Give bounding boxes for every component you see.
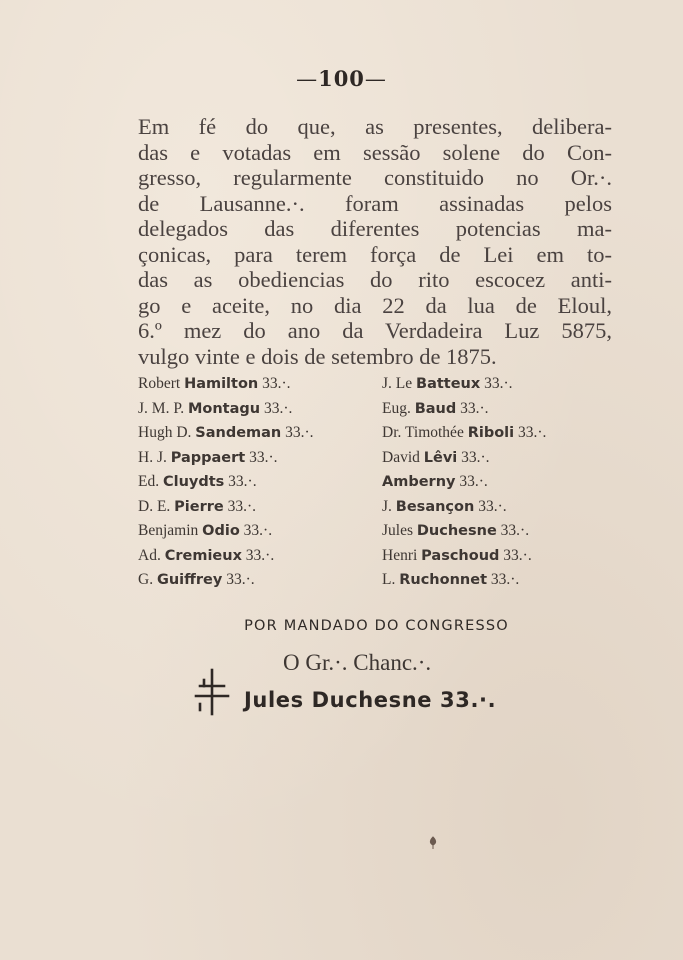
signatory: Dr. Timothée Riboli 33.·. — [382, 424, 547, 441]
body-line: Em fé do que, as presentes, delibera- — [138, 114, 612, 139]
signatory: Robert Hamilton 33.·. — [138, 375, 291, 392]
body-line: de Lausanne.·. foram assinadas pelos — [138, 190, 612, 216]
signatory: Henri Paschoud 33.·. — [382, 546, 532, 564]
signatory: Jules Duchesne 33.·. — [382, 522, 530, 539]
body-line: vulgo vinte e dois de setembro de 1875. — [138, 343, 497, 369]
signatories-left-column — [138, 372, 378, 593]
masonic-cross-icon — [192, 666, 232, 716]
mandate-line — [0, 618, 683, 634]
signatory: Eug. Baud 33.·. — [382, 399, 489, 417]
signatory: L. Ruchonnet 33.·. — [382, 571, 520, 588]
signatory: Ad. Cremieux 33.·. — [138, 546, 275, 564]
signatory: H. J. Pappaert 33.·. — [138, 448, 278, 466]
page-number: —100— — [296, 66, 387, 91]
signatory: J. M. P. Montagu 33.·. — [138, 399, 293, 417]
signatory: Amberny 33.·. — [382, 473, 488, 490]
body-line: gresso, regularmente constituido no Or.·. — [138, 165, 612, 190]
fleuron-icon — [427, 836, 439, 850]
signatory: D. E. Pierre 33.·. — [138, 497, 257, 515]
body-line: delegados das diferentes potencias ma- — [138, 216, 612, 241]
body-line: 6.º mez do ano da Verdadeira Luz 5875, — [138, 318, 612, 343]
body-line: das e votadas em sessão solene do Con- — [138, 139, 612, 165]
signatories-right-column — [382, 372, 652, 593]
chancellor-name: Jules Duchesne 33.·. — [244, 688, 497, 712]
signatory: Benjamin Odio 33.·. — [138, 522, 273, 539]
signatory: Hugh D. Sandeman 33.·. — [138, 424, 314, 441]
mandate-text: POR MANDADO DO CONGRESSO — [244, 618, 509, 634]
resolution-paragraph — [138, 114, 612, 369]
signatory: David Lêvi 33.·. — [382, 448, 490, 466]
body-line: çonicas, para terem força de Lei em to- — [138, 241, 612, 267]
signatory: J. Besançon 33.·. — [382, 497, 507, 515]
body-line: go e aceite, no dia 22 da lua de Eloul, — [138, 292, 612, 318]
body-line: das as obediencias do rito escocez anti- — [138, 267, 612, 292]
chancellor-title: O Gr.·. Chanc.·. — [283, 650, 432, 675]
signatory: Ed. Cluydts 33.·. — [138, 473, 257, 490]
page-number-value: 100 — [318, 66, 365, 91]
signatory: J. Le Batteux 33.·. — [382, 375, 513, 392]
signatory: G. Guiffrey 33.·. — [138, 571, 255, 588]
